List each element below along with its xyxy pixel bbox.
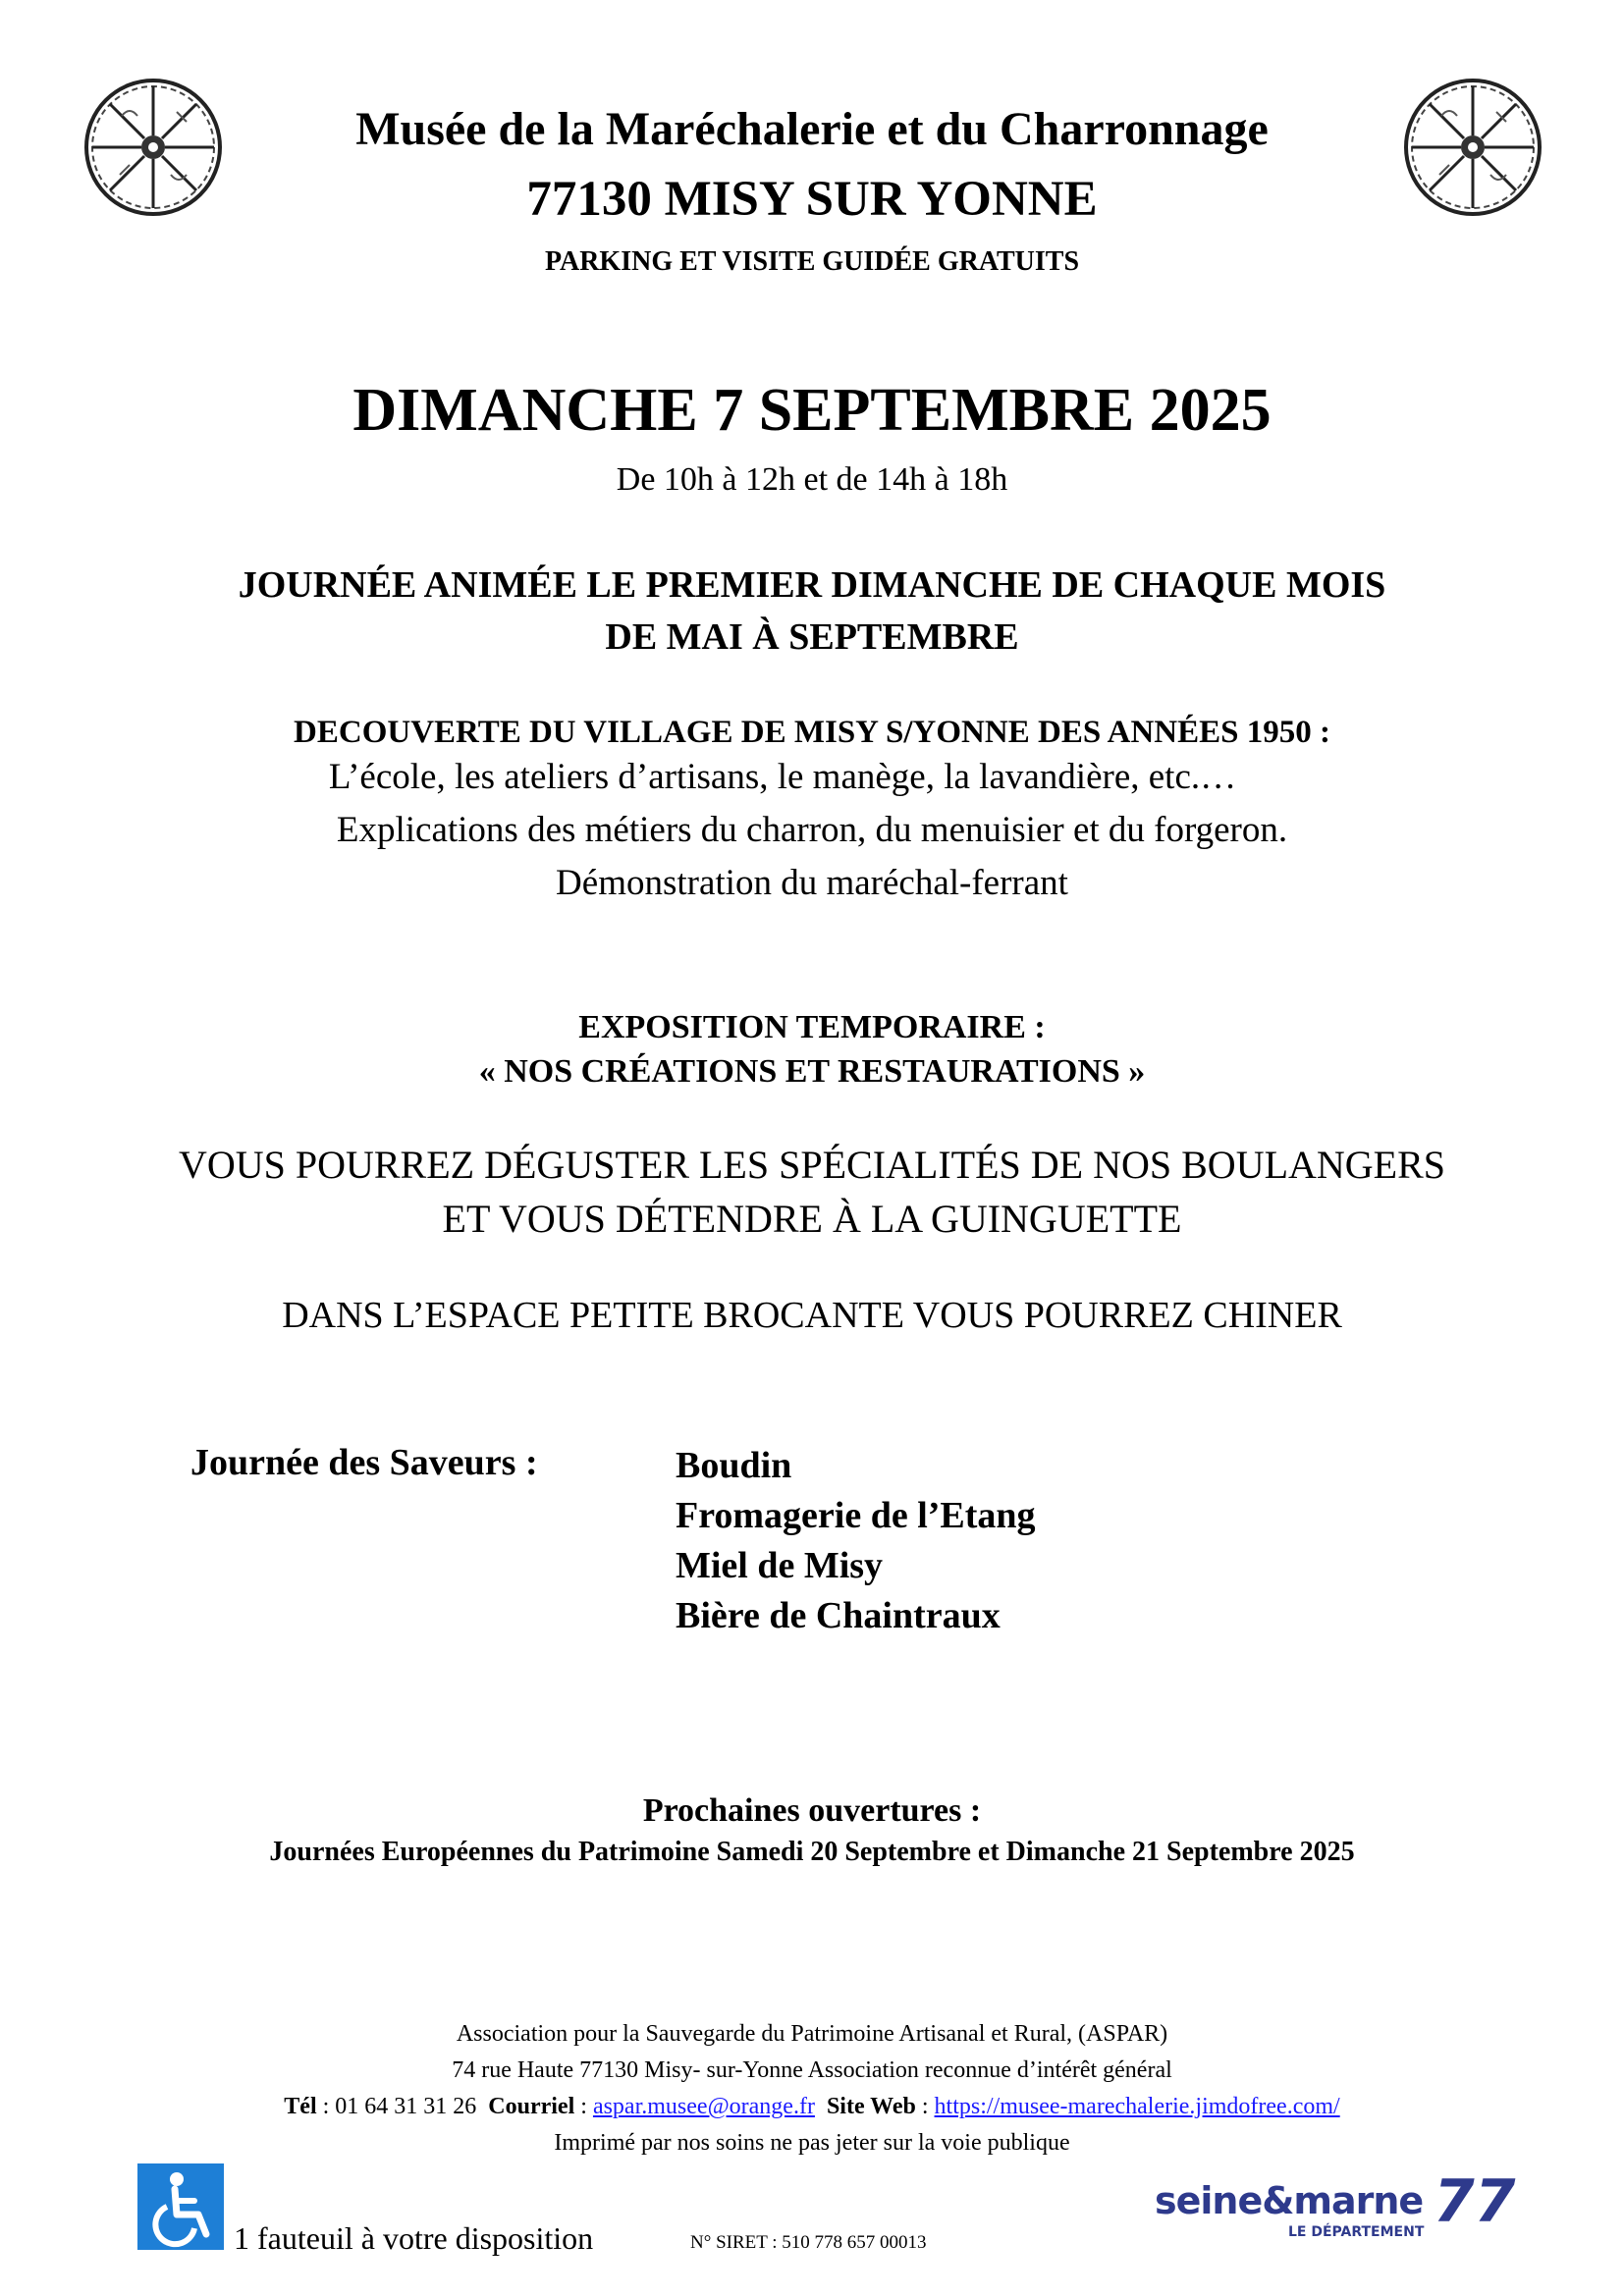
saveurs-list — [676, 1441, 1036, 1641]
wheelchair-accessibility-icon — [137, 2163, 224, 2250]
footer-contact: Tél : 01 64 31 31 26 Courriel : aspar.musee@orange.fr Site Web : https://musee-marechalerie.jimdofree.com/ — [284, 2094, 1340, 2119]
tel-number: 01 64 31 31 26 — [335, 2094, 477, 2119]
saveurs-item: Fromagerie de l’Etang — [676, 1495, 1036, 1536]
degustation-line-1: VOUS POURREZ DÉGUSTER LES SPÉCIALITÉS DE NOS BOULANGERS — [178, 1143, 1446, 1187]
decouverte-line-3: Démonstration du maréchal-ferrant — [556, 863, 1068, 903]
email-label: Courriel — [488, 2094, 575, 2119]
web-label: Site Web — [826, 2094, 916, 2119]
prochaines-detail: Journées Européennes du Patrimoine Samedi 20 Septembre et Dimanche 21 Septembre 2025 — [269, 1837, 1355, 1867]
saveurs-label: Journée des Saveurs : — [190, 1442, 538, 1483]
exposition-heading: EXPOSITION TEMPORAIRE : — [578, 1009, 1046, 1045]
brand-number: 77 — [1434, 2167, 1516, 2236]
journee-line-2: DE MAI À SEPTEMBRE — [605, 616, 1019, 658]
decouverte-line-1: L’école, les ateliers d’artisans, le manège, la lavandière, etc.… — [328, 757, 1237, 797]
museum-title: Musée de la Maréchalerie et du Charronnage — [355, 103, 1269, 155]
event-date: DIMANCHE 7 SEPTEMBRE 2025 — [352, 377, 1272, 444]
wheelchair-text: 1 fauteuil à votre disposition — [234, 2220, 594, 2256]
prochaines-heading: Prochaines ouvertures : — [642, 1792, 982, 1829]
footer-association: Association pour la Sauvegarde du Patrimoine Artisanal et Rural, (ASPAR) — [456, 2021, 1168, 2047]
seine-et-marne-logo — [1155, 2167, 1516, 2246]
exposition-title: « NOS CRÉATIONS ET RESTAURATIONS » — [478, 1053, 1146, 1090]
siret-number: N° SIRET : 510 778 657 00013 — [690, 2232, 927, 2253]
brocante-text: DANS L’ESPACE PETITE BROCANTE VOUS POURREZ CHINER — [282, 1295, 1342, 1336]
museum-address: 77130 MISY SUR YONNE — [526, 172, 1098, 227]
saveurs-item: Bière de Chaintraux — [676, 1595, 1001, 1636]
tel-label: Tél — [284, 2094, 317, 2119]
decouverte-line-2: Explications des métiers du charron, du menuisier et du forgeron. — [336, 810, 1288, 850]
brand-subtitle: LE DÉPARTEMENT — [1288, 2224, 1425, 2240]
decouverte-heading: DECOUVERTE DU VILLAGE DE MISY S/YONNE DES ANNÉES 1950 : — [294, 715, 1330, 750]
footer-address: 74 rue Haute 77130 Misy- sur-Yonne Association reconnue d’intérêt général — [452, 2057, 1172, 2083]
saveurs-item: Miel de Misy — [676, 1545, 884, 1586]
email-link[interactable]: aspar.musee@orange.fr — [592, 2094, 815, 2119]
saveurs-item: Boudin — [676, 1445, 792, 1486]
journee-line-1: JOURNÉE ANIMÉE LE PREMIER DIMANCHE DE CHAQUE MOIS — [238, 564, 1386, 606]
parking-notice: PARKING ET VISITE GUIDÉE GRATUITS — [544, 246, 1080, 277]
brand-text: seine&marne — [1155, 2179, 1424, 2222]
website-link[interactable]: https://musee-marechalerie.jimdofree.com/ — [934, 2094, 1340, 2119]
event-hours: De 10h à 12h et de 14h à 18h — [616, 461, 1008, 498]
footer-printed-notice: Imprimé par nos soins ne pas jeter sur la voie publique — [554, 2130, 1070, 2156]
degustation-line-2: ET VOUS DÉTENDRE À LA GUINGUETTE — [442, 1197, 1182, 1241]
